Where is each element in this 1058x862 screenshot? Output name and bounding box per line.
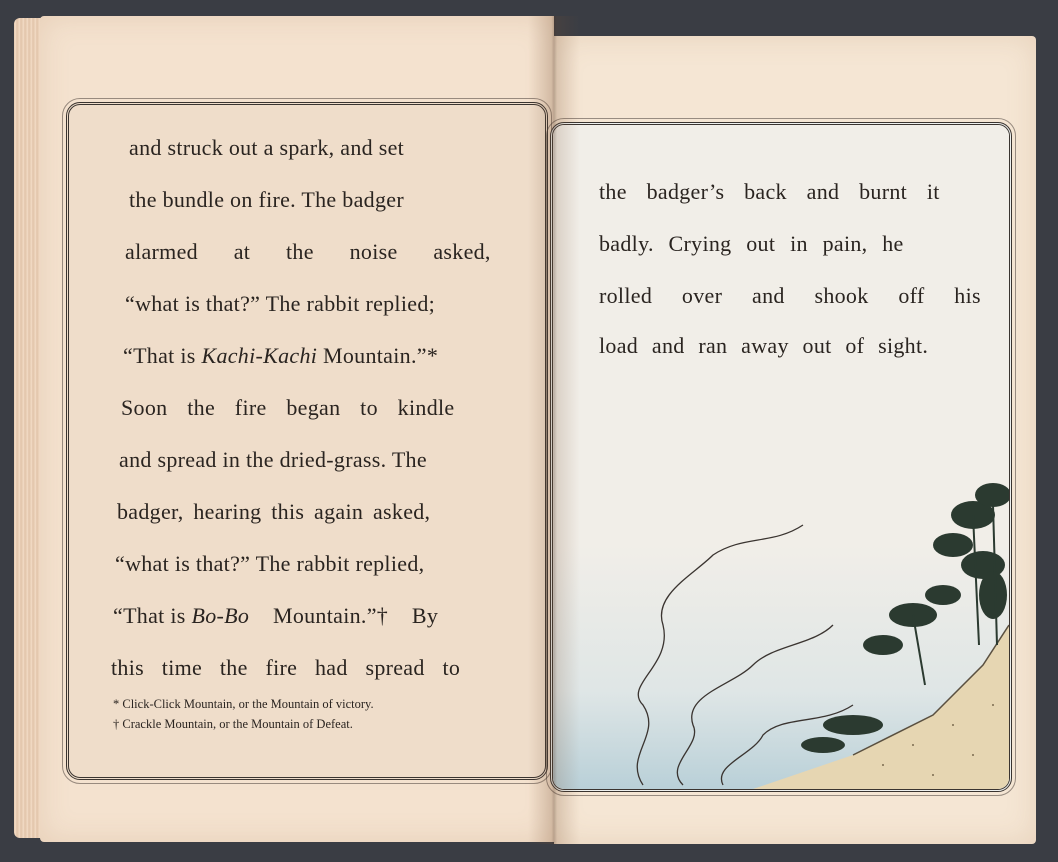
text-line xyxy=(599,283,981,309)
text-line-content: Soon the fire began to kindle xyxy=(121,395,455,420)
text-line-content: “That is xyxy=(113,603,192,628)
footnote: † Crackle Mountain, or the Mountain of Defeat. xyxy=(113,717,353,731)
text-line xyxy=(599,231,975,257)
text-line-content: the badger’s back and burnt it xyxy=(599,179,940,204)
landscape-illustration xyxy=(553,125,1009,789)
right-illustration-frame xyxy=(550,122,1012,792)
text-line xyxy=(125,291,505,317)
text-line-content: rolled over and shook off his xyxy=(599,283,981,308)
text-line-content: load and ran away out of sight. xyxy=(599,333,929,358)
text-line xyxy=(111,655,491,681)
left-text-frame xyxy=(66,102,548,780)
text-line xyxy=(129,135,505,161)
text-line-content: and struck out a spark, and set xyxy=(129,135,405,160)
text-line-content: badly. Crying out in pain, he xyxy=(599,231,904,256)
text-line-content: “what is that?” The rabbit replied; xyxy=(125,291,436,316)
text-line xyxy=(121,395,501,421)
text-line xyxy=(115,551,495,577)
text-line-content: Mountain.”† By xyxy=(249,603,439,628)
text-line xyxy=(123,343,438,369)
text-line xyxy=(125,239,505,265)
italic-mountain-name: Bo-Bo xyxy=(191,603,250,628)
text-line-content: Mountain.”* xyxy=(317,343,439,368)
text-line-content: badger, hearing this again asked, xyxy=(117,499,431,524)
text-line-content: and spread in the dried-grass. The xyxy=(119,447,427,472)
text-line xyxy=(119,447,499,473)
text-line xyxy=(113,603,438,629)
footnote: * Click-Click Mountain, or the Mountain of victory. xyxy=(113,697,374,711)
text-line-content: “what is that?” The rabbit replied, xyxy=(115,551,425,576)
text-line-content: “That is xyxy=(123,343,202,368)
italic-mountain-name: Kachi-Kachi xyxy=(201,343,318,368)
text-line xyxy=(599,179,975,205)
text-line xyxy=(117,499,497,525)
text-line-content: alarmed at the noise asked, xyxy=(125,239,491,264)
text-line-content: the bundle on fire. The badger xyxy=(129,187,404,212)
text-line xyxy=(599,333,975,359)
text-line xyxy=(129,187,505,213)
text-line-content: this time the fire had spread to xyxy=(111,655,461,680)
